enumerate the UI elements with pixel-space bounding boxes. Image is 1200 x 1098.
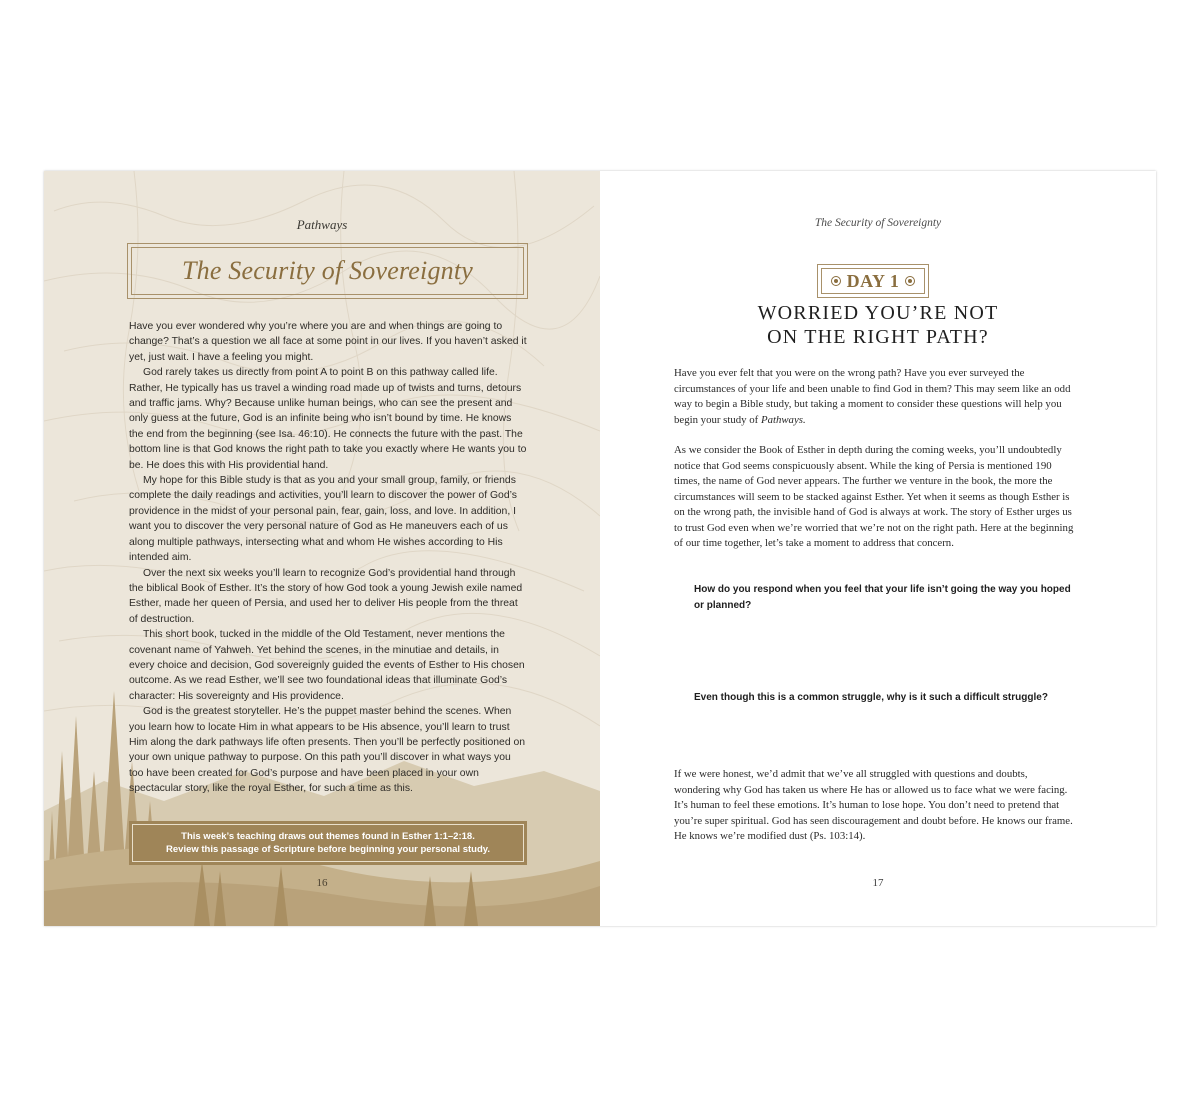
day-heading-line: WORRIED YOU’RE NOT (757, 302, 999, 324)
running-head-left: Pathways (296, 217, 348, 232)
intro-paragraph: God is the greatest storyteller. He’s the puppet master behind the scenes. When you learn how to locate Him in what appears to be His absence, you’ll learn to trust Him along the dark pathways life often presents. Then you’ll be perfectly positioned on your own unique pathway to purpose. On this path you’ll discover in what ways you too have been created for God’s purpose and have been placed in your own spectacular story, like the royal Esther, for such a time as this. (129, 706, 526, 795)
body-paragraph: If we were honest, we’d admit that we’ve all struggled with questions and doubts, wondering why God has taken us where He has or allowed us to face what we were facing. It’s human to feel these emotions. It’s human to lose hope. You don’t need to pretend that you’re super spiritual. God has seen discouragement and doubt before. He knows our frame. He knows we’re modified dust (Ps. 103:14). (674, 768, 1073, 842)
body-paragraph-text: Have you ever felt that you were on the wrong path? Have you ever surveyed the circumstances of your life and been unable to find God in them? This may seem like an odd way to begin a Bible study, but taking a moment to consider these questions will help you begin your study of (674, 367, 1071, 426)
day-heading (600, 301, 1156, 349)
intro-paragraph: This short book, tucked in the middle of the Old Testament, never mentions the covenant name of Yahweh. Yet behind the scenes, in the minutiae and details, in every choice and decision, God sovereignly guided the events of Esther to His chosen outcome. As we read Esther, we’ll see two foundational ideas that illuminate God’s character: His sovereignty and His providence. (129, 629, 525, 702)
ornament-dot-icon (831, 276, 841, 286)
intro-paragraph: Over the next six weeks you’ll learn to recognize God’s providential hand through the biblical Book of Esther. It’s the story of how God took a young Jewish exile named Esther, made her queen of Persia, and used her to deliver His people from the threat of destruction. (129, 567, 523, 625)
intro-paragraph: God rarely takes us directly from point A to point B on this pathway called life. Rather, He typically has us travel a winding road made up of twists and turns, detours and traffic jams. Why? Because unlike human beings, who can see the present and only guess at the future, God is an infinite being who isn’t bound by time. He knows the end from the beginning (see Isa. 46:10). He connects the future with the past. The bottom line is that God knows the right path to take you exactly where He wants you to be. He does this with His providential hand. (129, 367, 527, 471)
running-head-right: The Security of Sovereignty (814, 217, 942, 229)
day-label-inner-frame (821, 268, 925, 294)
chapter-title: The Security of Sovereignty (181, 256, 474, 285)
reflection-question: How do you respond when you feel that your life isn’t going the way you hoped or planned? (694, 584, 1071, 611)
intro-text (129, 319, 527, 797)
teaching-callout-inner (132, 824, 524, 862)
chapter-title-frame (127, 243, 528, 299)
callout-line: Review this passage of Scripture before beginning your personal study. (166, 844, 490, 855)
teaching-callout (129, 821, 527, 865)
book-title-italic: Pathways. (760, 413, 806, 426)
reflection-question: Even though this is a common struggle, why is it such a difficult struggle? (694, 692, 1048, 703)
callout-line: This week’s teaching draws out themes found in Esther 1:1–2:18. (181, 831, 475, 842)
body-paragraph: As we consider the Book of Esther in depth during the coming weeks, you’ll undoubtedly notice that God seems conspicuously absent. While the king of Persia is mentioned 190 times, the name of God never appears. The further we venture in the book, the more the circumstances will seem to be stacked against Esther. Yet when it seems as though Esther is on the wrong path, the invisible hand of God is always at work. The story of Esther urges us to trust God even when we’re worried that we’re not on the right path. Here at the beginning of our time together, let’s take a moment to address that concern. (674, 444, 1074, 549)
right-page (600, 171, 1156, 926)
book-spread (44, 171, 1156, 926)
page-number-right: 17 (872, 877, 884, 889)
intro-paragraph: Have you ever wondered why you’re where you are and when things are going to change? That’s a question we all face at some point in our lives. If you haven’t asked it yet, just wait. I have a feeling you might. (129, 321, 527, 363)
left-page (44, 171, 600, 926)
page-number-left: 16 (316, 877, 328, 889)
intro-paragraph: My hope for this Bible study is that as you and your small group, family, or friends complete the daily readings and activities, you’ll learn to discover the power of God’s providence in the midst of your personal pain, fear, gain, loss, and love. In addition, I want you to discover the very personal nature of God as He maneuvers each of us along multiple pathways, intersecting what and whom He wishes according to His intended aim. (129, 475, 517, 564)
day-label-frame (817, 264, 929, 298)
body-paragraph (674, 366, 1074, 428)
day-heading-line: ON THE RIGHT PATH? (767, 326, 989, 348)
chapter-title-inner-frame (131, 247, 524, 295)
ornament-dot-icon (905, 276, 915, 286)
day-label: DAY 1 (846, 270, 900, 291)
